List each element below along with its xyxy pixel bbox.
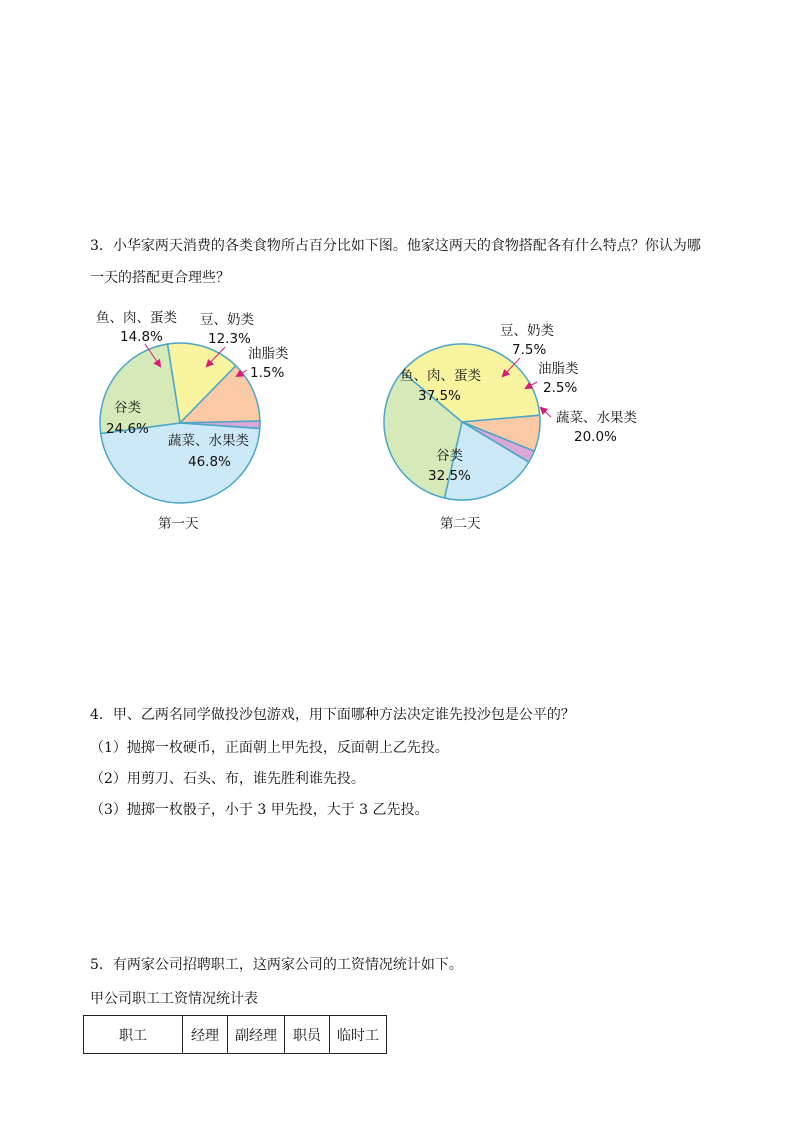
- day2-fish-label: 鱼、肉、蛋类: [400, 368, 481, 384]
- day2-veg-label: 蔬菜、水果类: [556, 410, 637, 426]
- day2-veg-pointer: [541, 408, 551, 417]
- q4-option-3: （3）抛掷一枚骰子，小于 3 甲先投，大于 3 乙先投。: [90, 802, 429, 818]
- day1-grain-label: 谷类: [114, 400, 141, 416]
- day2-fish-value: 37.5%: [418, 388, 461, 404]
- day2-oil-value: 2.5%: [543, 380, 578, 396]
- day2-grain-label: 谷类: [436, 448, 463, 464]
- salary-table-title: 甲公司职工工资情况统计表: [90, 991, 258, 1007]
- day2-veg-value: 20.0%: [574, 429, 617, 445]
- day1-bean-value: 12.3%: [208, 331, 251, 347]
- q4-option-2: （2）用剪刀、石头、布，谁先胜利谁先投。: [90, 771, 365, 787]
- day1-bean-label: 豆、奶类: [200, 312, 254, 328]
- table-header-cell: 副经理: [228, 1016, 285, 1054]
- day1-caption: 第一天: [158, 516, 199, 532]
- pie-charts: [0, 300, 794, 560]
- day2-bean-label: 豆、奶类: [500, 323, 554, 339]
- day2-oil-label: 油脂类: [538, 361, 579, 377]
- day1-oil-label: 油脂类: [248, 346, 289, 362]
- day1-veg-label: 蔬菜、水果类: [168, 433, 249, 449]
- table-header-cell: 经理: [183, 1016, 228, 1054]
- table-header-cell: 职员: [285, 1016, 330, 1054]
- day2-bean-value: 7.5%: [512, 342, 547, 358]
- q3-text-line1: 3．小华家两天消费的各类食物所占百分比如下图。他家这两天的食物搭配各有什么特点？你认为哪: [90, 238, 701, 254]
- day1-fish-value: 14.8%: [120, 329, 163, 345]
- table-header-cell: 临时工: [330, 1016, 387, 1054]
- q4-option-1: （1）抛掷一枚硬币，正面朝上甲先投，反面朝上乙先投。: [90, 740, 449, 756]
- day2-caption: 第二天: [440, 516, 481, 532]
- day1-veg-value: 46.8%: [188, 454, 231, 470]
- q5-title: 5．有两家公司招聘职工，这两家公司的工资情况统计如下。: [90, 957, 463, 973]
- q4-title: 4．甲、乙两名同学做投沙包游戏，用下面哪种方法决定谁先投沙包是公平的？: [90, 707, 575, 723]
- q3-text-line2: 一天的搭配更合理些？: [90, 270, 230, 286]
- salary-table: [83, 1015, 387, 1054]
- day1-oil-value: 1.5%: [250, 365, 285, 381]
- table-header-row: [84, 1016, 387, 1054]
- day2-grain-value: 32.5%: [428, 468, 471, 484]
- day1-fish-label: 鱼、肉、蛋类: [96, 310, 177, 326]
- table-header-cell: 职工: [84, 1016, 183, 1054]
- day1-grain-value: 24.6%: [106, 421, 149, 437]
